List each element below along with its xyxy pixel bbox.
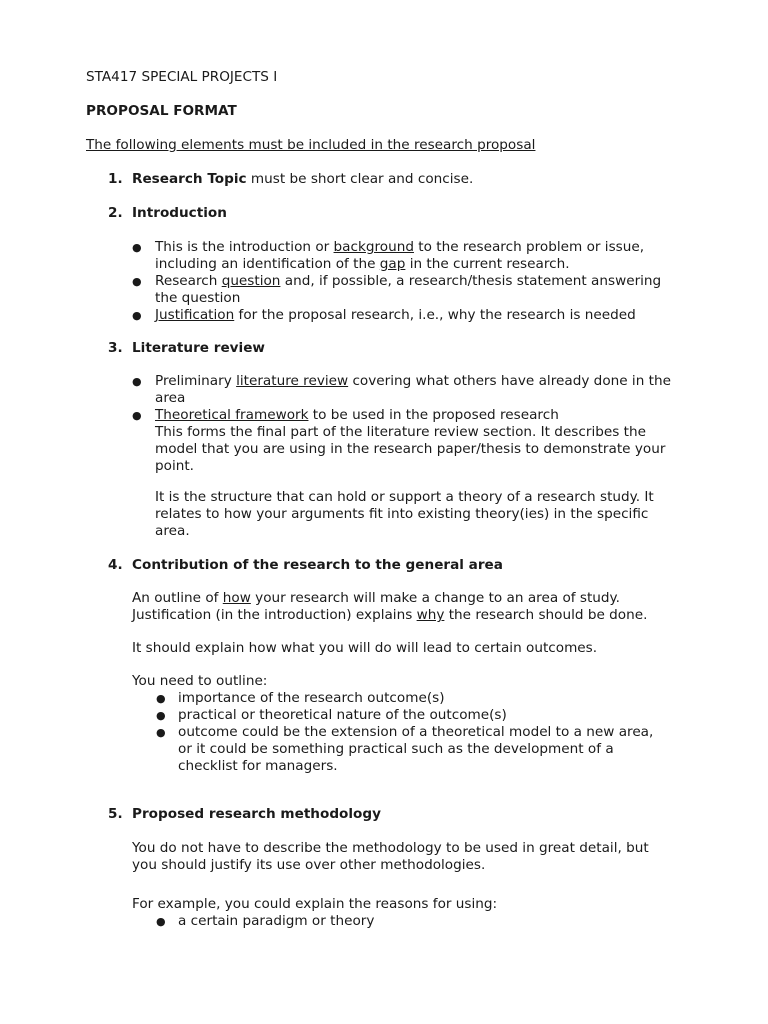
- bullet-text: This is the introduction or background to the research problem or issue,: [155, 239, 645, 255]
- paragraph: It is the structure that can hold or support a theory of a research study. It: [155, 489, 654, 505]
- bullet-text: model that you are using in the research paper/thesis to demonstrate your: [155, 441, 666, 457]
- section-title: Introduction: [132, 205, 227, 221]
- section-title: Proposed research methodology: [132, 806, 381, 822]
- bullet-text: the question: [155, 290, 241, 306]
- section-number: 5.: [108, 806, 123, 822]
- section-title: Contribution of the research to the general area: [132, 557, 503, 573]
- format-title: PROPOSAL FORMAT: [86, 103, 237, 119]
- paragraph: You need to outline:: [132, 673, 268, 689]
- course-title: STA417 SPECIAL PROJECTS I: [86, 69, 278, 85]
- section-title: Literature review: [132, 340, 265, 356]
- bullet-text: point.: [155, 458, 194, 474]
- bullet-text: This forms the final part of the literature review section. It describes the: [155, 424, 646, 440]
- section-title: Research Topic: [132, 171, 247, 187]
- bullet-text: Preliminary literature review covering what others have already done in the: [155, 373, 671, 389]
- section-number: 1.: [108, 171, 123, 187]
- bullet-text: Justification for the proposal research, i.e., why the research is needed: [155, 307, 636, 323]
- paragraph: Justification (in the introduction) explains why the research should be done.: [132, 607, 648, 623]
- paragraph: area.: [155, 523, 190, 539]
- bullet-icon: ●: [156, 915, 166, 928]
- section-1-line: [132, 171, 473, 188]
- intro-line: The following elements must be included in the research proposal: [86, 137, 536, 153]
- bullet-icon: ●: [156, 726, 166, 739]
- bullet-text: Theoretical framework to be used in the proposed research: [155, 407, 559, 423]
- list-item: checklist for managers.: [178, 758, 338, 774]
- section-text: must be short clear and concise.: [246, 171, 474, 187]
- bullet-text: area: [155, 390, 186, 406]
- paragraph: you should justify its use over other methodologies.: [132, 857, 486, 873]
- bullet-icon: ●: [156, 709, 166, 722]
- paragraph: An outline of how your research will make a change to an area of study.: [132, 590, 620, 606]
- list-item: or it could be something practical such as the development of a: [178, 741, 614, 757]
- paragraph: You do not have to describe the methodology to be used in great detail, but: [132, 840, 649, 856]
- list-item: a certain paradigm or theory: [178, 913, 375, 929]
- list-item: outcome could be the extension of a theoretical model to a new area,: [178, 724, 654, 740]
- bullet-text: including an identification of the gap in the current research.: [155, 256, 570, 272]
- paragraph: relates to how your arguments fit into existing theory(ies) in the specific: [155, 506, 649, 522]
- section-number: 4.: [108, 557, 123, 573]
- list-item: practical or theoretical nature of the outcome(s): [178, 707, 507, 723]
- bullet-icon: ●: [132, 409, 142, 422]
- bullet-icon: ●: [132, 275, 142, 288]
- bullet-text: Research question and, if possible, a research/thesis statement answering: [155, 273, 662, 289]
- list-item: importance of the research outcome(s): [178, 690, 445, 706]
- bullet-icon: ●: [132, 241, 142, 254]
- bullet-icon: ●: [132, 375, 142, 388]
- section-number: 3.: [108, 340, 123, 356]
- paragraph: For example, you could explain the reasons for using:: [132, 896, 498, 912]
- paragraph: It should explain how what you will do will lead to certain outcomes.: [132, 640, 598, 656]
- bullet-icon: ●: [156, 692, 166, 705]
- bullet-icon: ●: [132, 309, 142, 322]
- section-number: 2.: [108, 205, 123, 221]
